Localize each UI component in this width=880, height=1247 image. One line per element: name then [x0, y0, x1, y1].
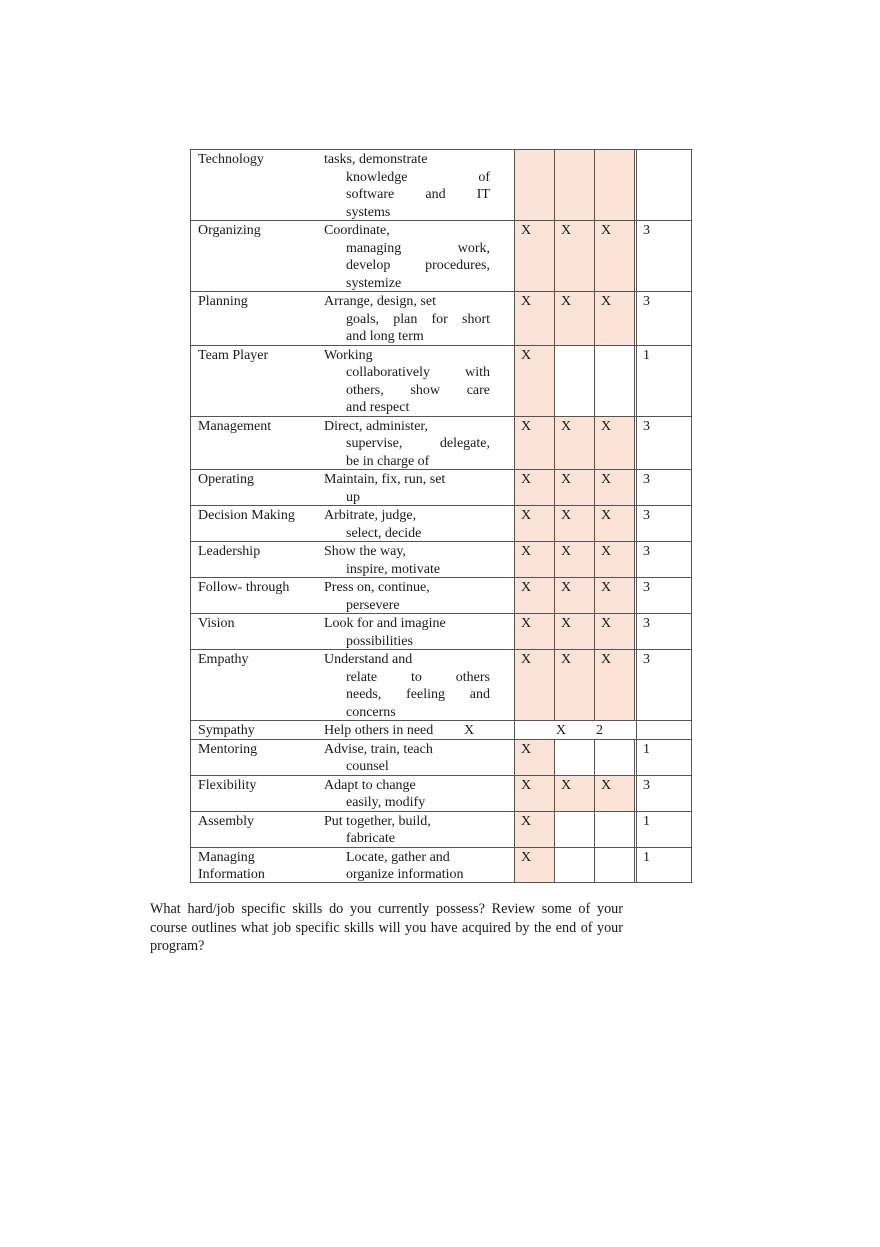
description-line: collaboratively with [346, 365, 490, 380]
description-line: Press on, continue, [324, 580, 430, 595]
skill-description [324, 740, 514, 775]
skill-mark-m2: X [554, 221, 594, 291]
description-line: Look for and imagine [324, 616, 446, 631]
skill-mark-m2: X [554, 614, 594, 649]
inline-mark: X [464, 723, 475, 738]
skill-description [324, 292, 514, 345]
table-row [190, 291, 692, 345]
skills-question: What hard/job specific skills do you currently possess? Review some of your course outlines what job specific skills will you have acquired by the end of your program? [150, 901, 623, 954]
description-line: Coordinate, [324, 223, 390, 238]
skill-mark-m3 [594, 740, 634, 775]
description-line: Arrange, design, set [324, 294, 436, 309]
skill-mark-m3: 2 [596, 723, 603, 738]
skill-mark-m3: X [594, 292, 634, 345]
skill-mark-m1 [514, 150, 554, 220]
skill-name: Technology [190, 150, 338, 220]
skill-description [324, 578, 514, 613]
description-line: fabricate [346, 831, 395, 846]
skill-description [324, 776, 514, 811]
table-row [190, 541, 692, 577]
table-row [190, 345, 692, 416]
skill-mark-m2: X [554, 776, 594, 811]
description-line: software and IT [346, 187, 490, 202]
skill-mark-m1: X [514, 614, 554, 649]
skill-mark-m3 [594, 812, 634, 847]
skill-mark-m3: X [594, 614, 634, 649]
skill-mark-m3: X [594, 506, 634, 541]
skill-description [324, 506, 514, 541]
skill-mark-m1: X [514, 506, 554, 541]
skill-name: Sympathy [190, 721, 338, 739]
skill-mark-m1: X [514, 346, 554, 416]
description-line: Advise, train, teach [324, 741, 433, 757]
skill-mark-m3: X [594, 542, 634, 577]
skill-description [324, 150, 514, 220]
skill-mark-m3: X [594, 221, 634, 291]
skill-mark-m3 [594, 150, 634, 220]
description-line: counsel [346, 759, 389, 774]
skill-total: 1 [636, 346, 692, 416]
table-row [190, 416, 692, 470]
skill-total: 3 [636, 506, 692, 541]
skill-name: Empathy [190, 650, 338, 720]
skill-mark-m2 [554, 848, 594, 882]
description-line: select, decide [346, 525, 422, 541]
skill-mark-m3: X [594, 776, 634, 811]
skill-description [324, 614, 514, 649]
table-row [190, 649, 692, 720]
skill-mark-m1: X [514, 740, 554, 775]
table-row [190, 613, 692, 649]
skill-mark-m1: X [514, 776, 554, 811]
skill-mark-m1: X [514, 650, 554, 720]
skill-description [338, 848, 514, 882]
description-line: Maintain, fix, run, set [324, 472, 446, 487]
description-line: Show the way, [324, 544, 406, 559]
description-line: supervise, delegate, [346, 436, 490, 451]
skill-total: 3 [636, 542, 692, 577]
skill-name: Managing Information [190, 848, 338, 882]
description-line: Help others in need X [324, 723, 475, 738]
description-line: relate to others [346, 669, 490, 685]
description-line: tasks, demonstrate [324, 152, 428, 167]
skill-mark-m2: X [554, 292, 594, 345]
skill-mark-m3 [594, 848, 634, 882]
table-row [190, 220, 692, 291]
description-line: organize information [346, 867, 464, 882]
skill-total: 3 [636, 650, 692, 720]
skill-description [324, 346, 514, 416]
skill-mark-m2: X [554, 506, 594, 541]
skill-mark-m2: X [554, 542, 594, 577]
description-line: develop procedures, [346, 258, 490, 273]
skill-description [324, 417, 514, 470]
skill-mark-m2 [554, 740, 594, 775]
skill-mark-m2: X [554, 470, 594, 505]
description-line: managing work, [346, 240, 490, 256]
description-line: others, show care [346, 382, 490, 398]
skill-name: Team Player [190, 346, 338, 416]
skill-total: 3 [636, 614, 692, 649]
description-line: systems [346, 204, 391, 220]
table-row [190, 577, 692, 613]
table-row [190, 505, 692, 541]
table-row [190, 811, 692, 847]
skill-description [324, 812, 514, 847]
skill-name: Assembly [190, 812, 338, 847]
table-row [190, 469, 692, 505]
skill-mark-m1: X [514, 542, 554, 577]
skill-description [324, 221, 514, 291]
skill-name: Flexibility [190, 776, 338, 811]
skill-mark-m1: X [514, 221, 554, 291]
skill-total: 3 [636, 470, 692, 505]
skill-name: Management [190, 417, 338, 470]
skill-mark-m3: X [594, 578, 634, 613]
description-line: easily, modify [346, 795, 426, 810]
skill-mark-m2: X [554, 650, 594, 720]
description-line: knowledge of [346, 169, 490, 185]
skill-name: Organizing [190, 221, 338, 291]
skill-description [324, 470, 514, 505]
skill-mark-m2: X [556, 723, 567, 738]
description-line: and long term [346, 329, 424, 344]
description-line: persevere [346, 597, 400, 613]
description-line: Put together, build, [324, 813, 431, 829]
skill-name: Operating [190, 470, 338, 505]
description-line: be in charge of [346, 453, 430, 469]
description-line: needs, feeling and [346, 687, 490, 702]
skill-mark-m1: X [514, 417, 554, 470]
skill-total [636, 150, 692, 220]
skill-description [324, 650, 514, 720]
description-line: Arbitrate, judge, [324, 508, 417, 523]
skill-mark-m3: X [594, 417, 634, 470]
skill-mark-m2 [554, 812, 594, 847]
description-line: concerns [346, 704, 396, 720]
table-row [190, 149, 692, 220]
description-line: Adapt to change [324, 777, 416, 793]
description-line: Understand and [324, 652, 413, 667]
skill-total: 3 [636, 417, 692, 470]
description-line: goals, plan for short [346, 311, 490, 327]
skill-mark-m2: X [554, 578, 594, 613]
skill-total: 3 [636, 578, 692, 613]
description-line: possibilities [346, 633, 413, 649]
skill-name: Mentoring [190, 740, 338, 775]
skill-name: Vision [190, 614, 338, 649]
skill-mark-m1: X [514, 848, 554, 882]
description-line: inspire, motivate [346, 561, 441, 577]
skill-total: 3 [636, 776, 692, 811]
table-row [190, 720, 692, 739]
skills-table [190, 149, 692, 883]
description-line: systemize [346, 275, 402, 291]
description-line: Locate, gather and [346, 849, 450, 865]
table-row [190, 775, 692, 811]
skill-mark-m1 [514, 721, 554, 739]
description-line: up [346, 489, 360, 505]
description-line: and respect [346, 400, 410, 415]
description-line: Direct, administer, [324, 418, 429, 434]
skill-total: 3 [636, 221, 692, 291]
skill-description [324, 542, 514, 577]
skill-name: Decision Making [190, 506, 338, 541]
skill-mark-m1: X [514, 812, 554, 847]
skill-mark-m3: X [594, 650, 634, 720]
skill-mark-m1: X [514, 292, 554, 345]
skill-mark-m2: X [554, 417, 594, 470]
skill-mark-m2 [554, 346, 594, 416]
skill-mark-m3 [594, 346, 634, 416]
skill-total [636, 721, 692, 739]
skill-total: 1 [636, 812, 692, 847]
skill-mark-m1: X [514, 470, 554, 505]
skill-total: 3 [636, 292, 692, 345]
skill-name: Leadership [190, 542, 338, 577]
skill-mark-m3: X [594, 470, 634, 505]
skill-name: Planning [190, 292, 338, 345]
skill-total: 1 [636, 848, 692, 882]
skill-total: 1 [636, 740, 692, 775]
description-line: Working [324, 347, 373, 363]
skill-mark-m1: X [514, 578, 554, 613]
table-row [190, 739, 692, 775]
skill-mark-m2 [554, 150, 594, 220]
skill-name: Follow- through [190, 578, 338, 613]
skill-description [324, 721, 514, 739]
table-row [190, 847, 692, 883]
